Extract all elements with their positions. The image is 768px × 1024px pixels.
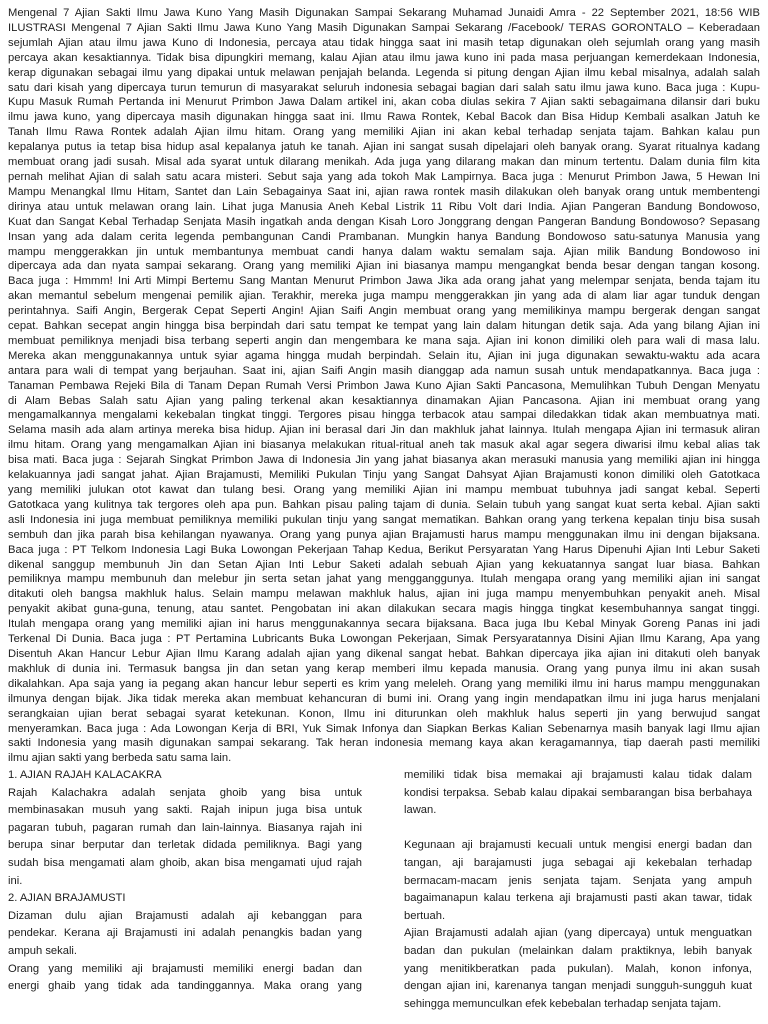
paragraph-line: Kegunaan aji brajamusti kecuali untuk mengisi energi badan dan: [404, 839, 752, 852]
article-line: ilmunya dengan bijak. Jika tidak mereka akan membuat kehancuran di bumi ini. Orang yang ingin mendapatkan ilmu ini juga harus menjalani: [8, 692, 760, 705]
article-line: kelakuannya jadi sangat jahat. Ajian Brajamusti, Memiliki Pukulan Tinju yang Sangat Dahsyat Ajian Brajamusti konon dimiliki oleh Gatotkaca: [8, 469, 760, 482]
article-line: menyeramkan. Baca juga : Ada Lowongan Kerja di BRI, Yuk Simak Infonya dan Siapkan Berkas Kalian Sebenarnya masih banyak lagi Ilmu ajian: [8, 722, 760, 735]
article-line: Kupu Masuk Rumah Pertanda ini Menurut Primbon Jawa Dalam artikel ini, akan coba diulas sekira 7 Ajian sakti sebagaimana dilansir dari buku: [8, 96, 760, 109]
paragraph-line: berupa sinar berputar dan terletak didada pemiliknya. Bagi yang: [8, 839, 362, 852]
article-line: sejumlah Ajian atau ilmu jawa Kuno di Indonesia, percaya atau tidak hingga saat ini masih tetap digunakan oleh sejumlah orang yang masih: [8, 36, 760, 49]
article-line: ditakuti oleh bangsa makhluk halus. Selain mampu melawan makhluk halus, ajian ini juga mampu menyembuhkan penyakit aneh. Misal: [8, 588, 760, 601]
article-body: [8, 6, 760, 766]
article-line: ilmu hitam. Orang yang mengamalkan Ajian ini biasanya melakukan ritual-ritual aneh tak masuk akal agar segera diwarisi ilmu kebal alias tak: [8, 439, 760, 452]
article-line: Mengenal 7 Ajian Sakti Ilmu Jawa Kuno Yang Masih Digunakan Sampai Sekarang Muhamad Junaidi Amra - 22 September 2021, 18:56 WIB: [8, 7, 760, 19]
paragraph-line: energi ghaib yang tidak ada tandinggannya. Maka orang yang: [8, 980, 362, 993]
article-line: Mampu Menangkal Ilmu Hitam, Santet dan Lain Sebagainya Saat ini, ajian rawa rontek masih dilakukan oleh banyak orang untuk membentengi: [8, 185, 760, 198]
article-line: bisa mati. Baca juga : Sejarah Singkat Primbon Jawa di Indonesia Jin yang jahat biasanya akan merasuki manusia yang memiliki ajian ini hingga: [8, 454, 760, 467]
paragraph-line: Ajian Brajamusti adalah ajian (yang dipercaya) untuk menguatkan: [404, 927, 752, 940]
article-line: kerap digunakan sebagai ilmu yang dipakai untuk melawan penjajah belanda. Legenda si pitung dengan Ajian ilmu kebal misalnya, adalah salah: [8, 66, 760, 79]
article-line: mengamalkannya mengalami kekebalan tingkat tinggi. Tergores pisau hingga terbacok atau sampai diledakkan tidak akan membuatnya mati.: [8, 409, 760, 422]
paragraph-line: sehingga memunculkan efek kebebalan terhadap senjata tajam.: [404, 997, 722, 1010]
article-line: Tanah Ilmu Rawa Rontek adalah Ajian ilmu hitam. Orang yang memiliki Ajian ini akan kebal terhadap senjata tajam. Bahkan kalau pun: [8, 126, 760, 139]
paragraph-line: bermacam-macam jenis senjata tajam. Senjata yang ampuh: [404, 874, 752, 887]
article-line: asli Indonesia ini juga membuat pemiliknya memiliki pukulan tinju yang sangat mematikan. Bahkan orang yang terkena kepalan tinju bisa susah: [8, 513, 760, 526]
paragraph-line: ampuh sekali.: [8, 944, 78, 957]
paragraph-line: bagaimanapun kalau terkena aji brajamusti pasti akan tawar, tidak: [404, 892, 752, 905]
article-line: yang memiliki julukan otot kawat dan tulang besi. Orang yang memiliki Ajian ini mampu membuat tubuhnya jadi sangat kebal. Seperti: [8, 484, 760, 496]
paragraph-line: memiliki tidak bisa memakai aji brajamusti kalau tidak dalam: [404, 769, 752, 781]
article-line: kepalanya putus ia tetap bisa hidup asal kepalanya jatuh ke tanah. Ajian ini sangat susah dipelajari oleh banyak orang. Syarat ritualnya kadang: [8, 141, 760, 154]
paragraph-line: kondisi terpaksa. Sebab kalau dipakai sembarangan bisa berbahaya: [404, 786, 752, 799]
article-line: Itulah mengapa orang yang memiliki ajian ini harus menggunakannya secara bijaksana. Baca juga Ibu Kebal Minyak Goreng Panas ini jadi: [8, 618, 760, 631]
article-line: Mereka akan menggunakannya untuk syiar agama hingga mudah berpindah. Selain itu, Ajian ini juga digunakan sewaktu-waktu ada acara: [8, 349, 760, 362]
article-line: mampu menggerakkan jin untuk membantunya membuat candi hanya dalam waktu semalam saja. Ajian milik Bandung Bondowoso ini: [8, 245, 760, 258]
section-heading: 2. AJIAN BRAJAMUSTI: [8, 892, 126, 905]
article-line: membuat pemiliknya menjadi bisa terbang seperti angin dan mengembara ke mana saja. Ajian ini konon dimiliki oleh para wali di masa lalu.: [8, 334, 760, 347]
article-line: Tanaman Pembawa Rejeki Bila di Tanam Depan Rumah Versi Primbon Jawa Kuno Ajian Sakti Pancasona, Memulihkan Tubuh Dengan Menyatu: [8, 379, 760, 392]
article-line: perintahnya. Saifi Angin, Bergerak Cepat Seperti Angin! Ajian Saifi Angin membuat orang yang memilikinya mampu bergerak dengan sangat: [8, 305, 760, 318]
paragraph-line: pendekar. Kerana aji Brajamusti ini adalah penangkis badan yang: [8, 927, 362, 940]
article-line: satu dari kisah yang dipercaya turun temurun di masyarakat seluruh indonesia sebagai bagian dari salah satu ilmu jawa kuno. Baca juga : Kupu-: [8, 81, 760, 94]
article-line: Selama masih ada alam artinya mereka bisa hidup. Ajian ini berasal dari Jin dan makhluk jahat lainnya. Itulah mengapa Ajian ini termasuk aliran: [8, 424, 760, 437]
paragraph-line: Dizaman dulu ajian Brajamusti adalah aji kebanggan para: [8, 909, 362, 922]
article-line: akan memantul sebelum mengenai pemilik ajian. Terakhir, mereka juga mampu menggerakkan jin yang ada di alam liar agar tunduk dengan: [8, 290, 760, 303]
article-line: percaya akan kesaktiannya. Tidak bisa dipungkiri memang, kalau Ajian atau ilmu jawa kuno ini pada masa perjuangan kemerdekaan Indonesia,: [8, 51, 760, 64]
paragraph-line: ini.: [8, 874, 23, 887]
article-line: ilmu jawa kuno, yang dipercaya masih digunakan hingga saat ini. Ilmu Rawa Rontek, Kebal Bacok dan Bisa Hidup Kembali asalkan Jatuh ke: [8, 111, 760, 124]
article-line: cepat. Bahkan secepat angin hingga bisa berpindah dari satu tempat ke tempat yang lain dalam hitungan detik saja. Ada yang bilang Ajian ini: [8, 320, 760, 333]
article-line: dipercaya ada dan nyata sampai sekarang. Orang yang memiliki Ajian ini biasanya mampu mengangkat benda besar dengan tangan kosong.: [8, 260, 760, 273]
article-line: penyakit akibat guna-guna, tenung, atau santet. Pengobatan ini akan dilakukan secara magis hingga tingkat kesembuhannya sangat tinggi.: [8, 603, 760, 616]
article-line: sakti Indonesia yang masih digunakan sampai sekarang. Tak heran indonesia memang kaya akan keragamannya, tiap daerah pasti memiliki: [8, 737, 760, 750]
article-line: antara para wali di tempat yang berjauhan. Saat ini, ajian Saifi Angin masih dianggap ada namun susah untuk mendapatkannya. Baca juga :: [8, 364, 760, 377]
paragraph-line: badan dan pukulan (melainkan dalam praktiknya, lebih banyak: [404, 944, 752, 957]
paragraph-line: yang menitikberatkan pada pukulan). Malah, konon infonya,: [404, 962, 752, 975]
paragraph-line: dengan ajian ini, karenanya tangan menjadi sungguh-sungguh kuat: [404, 980, 752, 993]
article-line: serangkaian ujian berat sebagai syarat ketekunan. Konon, Ilmu ini diturunkan oleh makhluk halus seperti jin yang berwujud sangat: [8, 707, 760, 720]
article-line: Baca juga : Hmmm! Ini Arti Mimpi Bertemu Sang Mantan Menurut Primbon Jawa Jika ada orang jahat yang melempar senjata, benda tajam itu: [8, 275, 760, 288]
paragraph-line: pagaran tubuh, pagaran rumah dan lain-lainnya. Biasanya rajah ini: [8, 821, 362, 834]
paragraph-line: tangan, aji barajamusti juga sebagai aji kekebalan terhadap: [404, 856, 752, 869]
left-column: [8, 767, 362, 996]
article-line: makhluk di dunia ini. Termasuk bangsa jin dan setan yang kerap memberi ilmu kepada manusia. Orang yang punya ilmu ini akan susah: [8, 662, 760, 675]
article-line: dikalahkan. Apa saja yang ia pegang akan hancur lebur seperti es krim yang meleleh. Orang yang memiliki ilmu ini harus mampu menggunakan: [8, 677, 760, 690]
article-line: Gatotkaca yang kulitnya tak tergores oleh apa pun. Bahkan pisau paling tajam di dunia. Selain tubuh yang sangat kuat serta kebal. Ajian sakti: [8, 498, 760, 511]
article-line: ILUSTRASI Mengenal 7 Ajian Sakti Ilmu Jawa Kuno Yang Masih Digunakan Sampai Sekarang /Facebook/ TERAS GORONTALO – Keberadaan: [8, 21, 760, 34]
paragraph-line: bertuah.: [404, 909, 446, 922]
article-line: Kuat dan Sangat Kebal Terhadap Senjata Masih ingatkah anda dengan Kisah Loro Jonggrang dengan Pangeran Bandung Bondowoso? Sepasang: [8, 215, 760, 228]
article-line: Terkenal Di Dunia. Baca juga : PT Pertamina Lubricants Buka Lowongan Pekerjaan, Simak Persyaratannya Disini Ajian Ilmu Karang, Apa yang: [8, 633, 760, 646]
article-line: ilmu ajian sakti yang berbeda satu sama lain.: [8, 752, 232, 765]
article-line: pemiliknya mampu membunuh dan melebur jin serta setan jahat yang mengganggunya. Itulah mengapa orang yang memiliki ajian ini sangat: [8, 573, 760, 586]
paragraph-line: sudah bisa mengamati alam ghoib, akan bisa mengamati ujud rajah: [8, 856, 362, 869]
article-line: Baca juga : PT Telkom Indonesia Lagi Buka Lowongan Pekerjaan Tahap Kedua, Berikut Persyaratan Yang Harus Dipenuhi Ajian Inti Lebur Saketi: [8, 543, 760, 556]
article-line: dirinya atau untuk melawan orang lain. Lihat juga Manusia Aneh Kebal Listrik 11 Ribu Volt dari India. Ajian Pangeran Bandung Bondowoso,: [8, 200, 760, 213]
paragraph-line: membinasakan musuh yang sakti. Rajah inipun juga bisa untuk: [8, 804, 362, 817]
paragraph-line: Orang yang memiliki aji brajamusti memiliki energi badan dan: [8, 962, 362, 975]
article-line: di Alam Bebas Salah satu Ajian yang paling terkenal akan kesaktiannya dinamakan Ajian Pancasona. Ajian ini membuat orang yang: [8, 394, 760, 407]
paragraph-spacer: [404, 820, 752, 838]
article-line: membuat orang jadi susah. Misal ada syarat untuk dilarang menikah. Ada juga yang dilarang makan dan minum tertentu. Dalam dunia film kita: [8, 156, 760, 169]
paragraph-line: lawan.: [404, 804, 437, 817]
section-heading: 1. AJIAN RAJAH KALACAKRA: [8, 769, 162, 781]
article-line: Disentuh Akan Hancur Lebur Ajian Ilmu Karang adalah ajian yang dikenal sangat hebat. Bahkan dipercaya jika ajian ini ditakuti oleh banyak: [8, 647, 760, 660]
article-line: Insan yang ada dalam cerita legenda pembangunan Candi Prambanan. Mungkin hanya Bandung Bondowoso satu-satunya Manusia yang: [8, 230, 760, 243]
paragraph-line: Rajah Kalachakra adalah senjata ghoib yang bisa untuk: [8, 786, 362, 799]
article-line: pernah melihat Ajian di salah satu acara misteri. Sebut saja yang ada tokoh Mak Lampirnya. Baca juga : Menurut Primbon Jawa, 5 Hewan Ini: [8, 170, 760, 183]
article-line: sembuh dan jika parah bisa kehilangan nyawanya. Orang yang punya ajian Brajamusti harus mampu menggunakan ilmu ini dengan bijaksana.: [8, 528, 760, 541]
right-column: [404, 767, 752, 1013]
article-line: dikenal sanggup membunuh Jin dan Setan Ajian Inti Lebur Saketi adalah sebuah Ajian yang kekuatannya sangat luar biasa. Bahkan: [8, 558, 760, 571]
